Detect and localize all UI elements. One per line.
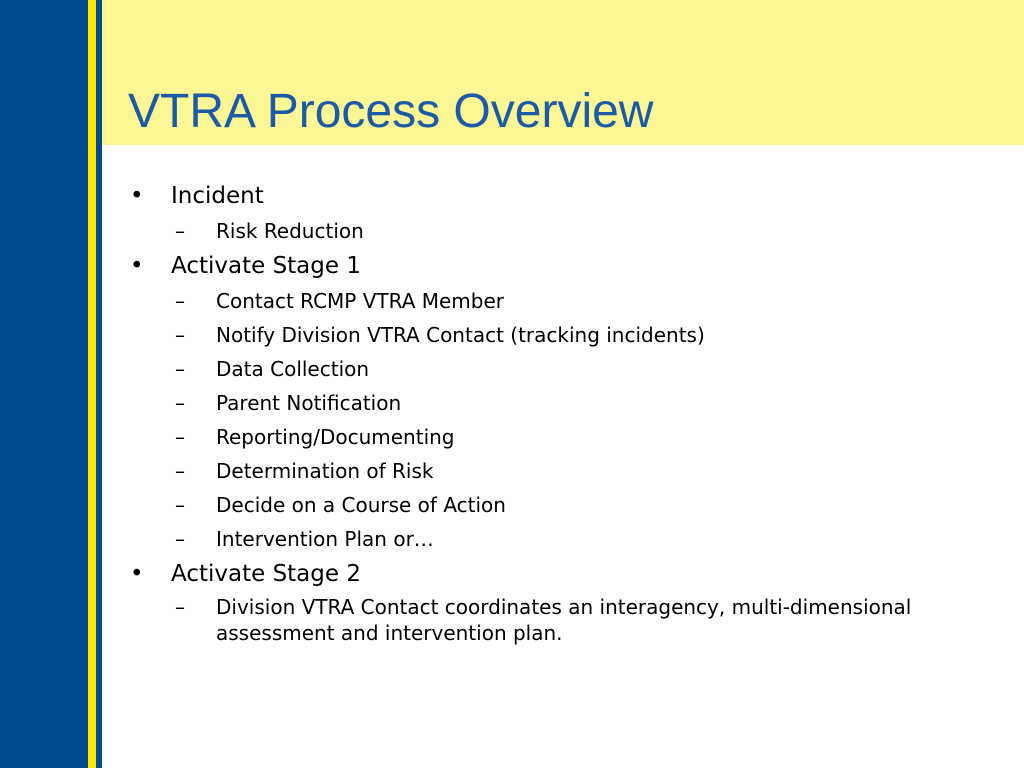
sub-item [175,318,990,352]
sub-item-text: Contact RCMP VTRA Member [216,289,504,313]
sub-list [175,592,990,646]
dash-marker: – [175,357,185,381]
dash-marker: – [175,425,185,449]
bullet-marker: • [130,561,144,587]
dash-marker: – [175,595,185,619]
sub-item [175,454,990,488]
left-yellow-stripe [88,0,96,768]
slide-content [130,178,990,646]
sub-item-text: Notify Division VTRA Contact (tracking incidents) [216,323,705,347]
dash-marker: – [175,323,185,347]
bullet-incident [130,178,990,248]
sub-item [175,352,990,386]
sub-item-text: Reporting/Documenting [216,425,455,449]
sub-item [175,386,990,420]
sub-item [175,284,990,318]
bullet-activate-stage-1 [130,248,990,556]
sub-list [175,214,990,248]
dash-marker: – [175,527,185,551]
sub-item-text: Intervention Plan or… [216,527,434,551]
sub-item-text: Risk Reduction [216,219,364,243]
dash-marker: – [175,459,185,483]
sub-item-text: Decide on a Course of Action [216,493,506,517]
sub-item-text: Parent Notification [216,391,402,415]
sub-item-text: Division VTRA Contact coordinates an interagency, multi-dimensional assessment and intervention plan. [216,595,912,645]
sub-item [175,214,990,248]
sub-item [175,592,990,646]
sub-list [175,284,990,556]
sub-item [175,522,990,556]
dash-marker: – [175,219,185,243]
dash-marker: – [175,493,185,517]
left-blue-stripe [0,0,88,768]
bullet-marker: • [130,183,144,209]
sub-item [175,488,990,522]
bullet-label: Activate Stage 2 [171,561,361,587]
sub-item-text: Data Collection [216,357,370,381]
bullet-label: Activate Stage 1 [171,253,361,279]
dash-marker: – [175,289,185,313]
bullet-marker: • [130,253,144,279]
bullet-list [130,178,990,646]
slide-title: VTRA Process Overview [128,85,654,138]
sub-item-text: Determination of Risk [216,459,434,483]
bullet-activate-stage-2 [130,556,990,646]
dash-marker: – [175,391,185,415]
bullet-label: Incident [171,183,264,209]
sub-item [175,420,990,454]
